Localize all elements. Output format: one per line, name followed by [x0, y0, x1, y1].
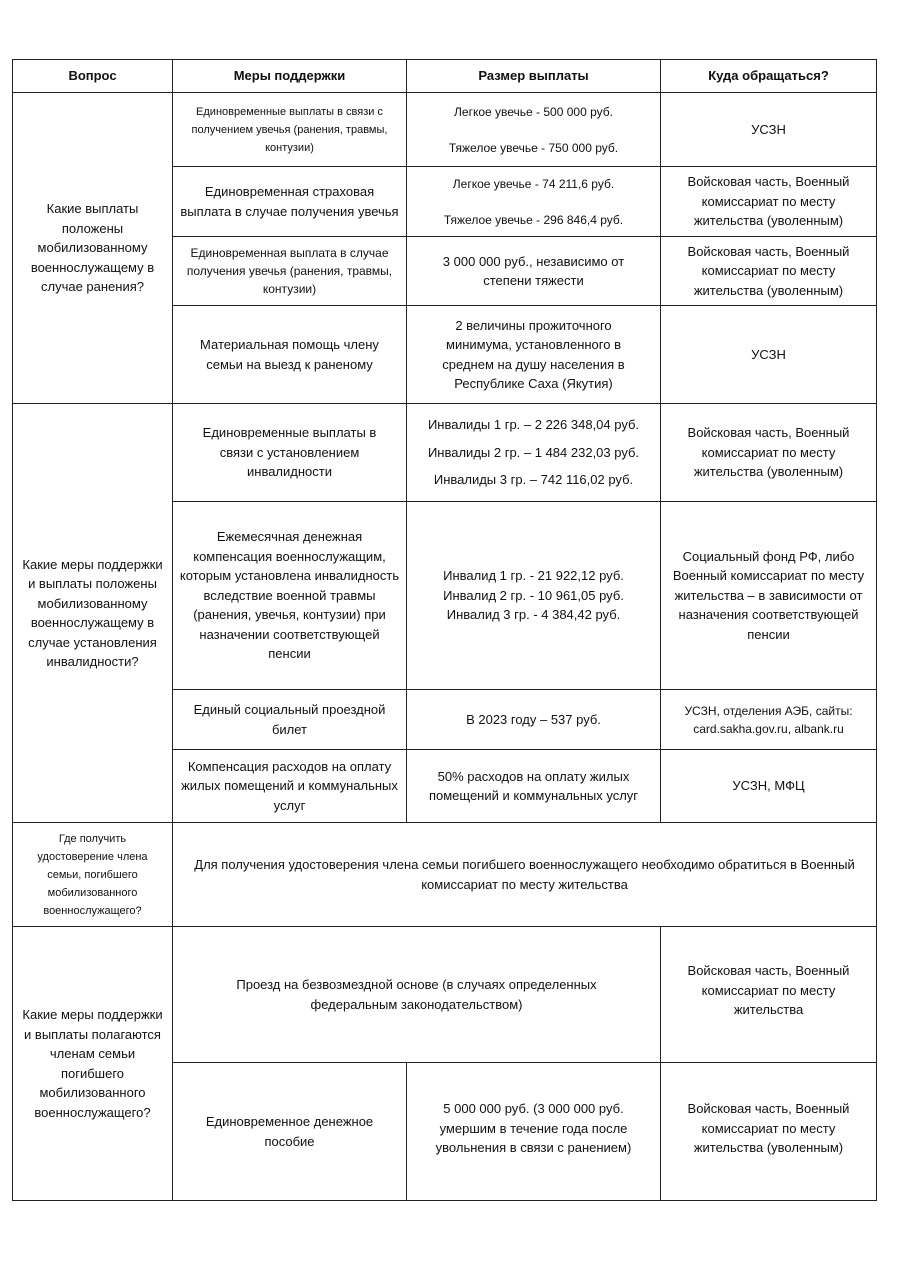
support-measures-table — [12, 59, 877, 1201]
amount-cell: 3 000 000 руб., независимо от степени тяжести — [407, 237, 661, 306]
amount-cell — [407, 502, 661, 690]
table-row — [13, 404, 877, 502]
where-cell: Войсковая часть, Военный комиссариат по месту жительства (уволенным) — [661, 167, 877, 237]
amount-line: Тяжелое увечье - 750 000 руб. — [448, 140, 619, 155]
measure-cell: Проезд на безвозмездной основе (в случаях определенных федеральным законодательством) — [173, 927, 661, 1063]
measure-cell: Единовременное денежное пособие — [173, 1063, 407, 1201]
amount-line: Инвалиды 1 гр. – 2 226 348,04 руб. — [427, 417, 640, 433]
measure-cell: Единовременная выплата в случае получения увечья (ранения, травмы, контузии) — [173, 237, 407, 306]
amount-line: Легкое увечье - 74 211,6 руб. — [452, 176, 615, 191]
measure-cell: Компенсация расходов на оплату жилых помещений и коммунальных услуг — [173, 750, 407, 823]
header-amount: Размер выплаты — [407, 60, 661, 93]
amount-cell: 50% расходов на оплату жилых помещений и коммунальных услуг — [407, 750, 661, 823]
amount-cell: 5 000 000 руб. (3 000 000 руб. умершим в течение года после увольнения в связи с ранением) — [407, 1063, 661, 1201]
header-where: Куда обращаться? — [661, 60, 877, 93]
where-cell: Социальный фонд РФ, либо Военный комиссариат по месту жительства – в зависимости от назначения соответствующей пенсии — [661, 502, 877, 690]
measure-cell: Ежемесячная денежная компенсация военнослужащим, которым установлена инвалидность вследствие военной травмы (ранения, увечья, контузии) при назначении соответствующей пенсии — [173, 502, 407, 690]
measure-cell: Единый социальный проездной билет — [173, 690, 407, 750]
amount-line: Легкое увечье - 500 000 руб. — [454, 104, 613, 119]
amount-cell — [407, 93, 661, 167]
where-cell: Войсковая часть, Военный комиссариат по месту жительства (уволенным) — [661, 1063, 877, 1201]
where-cell: УСЗН — [661, 93, 877, 167]
amount-cell: В 2023 году – 537 руб. — [407, 690, 661, 750]
amount-cell — [407, 404, 661, 502]
amount-line: Инвалид 2 гр. - 10 961,05 руб. — [443, 587, 624, 603]
table-row — [13, 927, 877, 1063]
table-row — [13, 93, 877, 167]
question-cell: Где получить удостоверение члена семьи, погибшего мобилизованного военнослужащего? — [13, 823, 173, 927]
where-cell: Войсковая часть, Военный комиссариат по месту жительства (уволенным) — [661, 404, 877, 502]
where-cell: УСЗН, МФЦ — [661, 750, 877, 823]
amount-cell — [407, 167, 661, 237]
measure-cell: Материальная помощь члену семьи на выезд к раненому — [173, 306, 407, 404]
amount-line: Инвалид 3 гр. - 4 384,42 руб. — [446, 607, 621, 623]
amount-line: Тяжелое увечье - 296 846,4 руб. — [443, 212, 624, 227]
where-cell: Войсковая часть, Военный комиссариат по месту жительства (уволенным) — [661, 237, 877, 306]
measure-cell: Единовременная страховая выплата в случае получения увечья — [173, 167, 407, 237]
header-question: Вопрос — [13, 60, 173, 93]
amount-line: Инвалиды 3 гр. – 742 116,02 руб. — [433, 472, 634, 488]
where-cell: УСЗН — [661, 306, 877, 404]
answer-cell: Для получения удостоверения члена семьи погибшего военнослужащего необходимо обратиться в Военный комиссариат по месту жительства — [173, 823, 877, 927]
measure-cell: Единовременные выплаты в связи с получением увечья (ранения, травмы, контузии) — [173, 93, 407, 167]
where-cell: УСЗН, отделения АЭБ, сайты: card.sakha.gov.ru, albank.ru — [661, 690, 877, 750]
question-cell: Какие выплаты положены мобилизованному военнослужащему в случае ранения? — [13, 93, 173, 404]
table-header-row — [13, 60, 877, 93]
question-cell: Какие меры поддержки и выплаты положены мобилизованному военнослужащему в случае установления инвалидности? — [13, 404, 173, 823]
amount-line: Инвалид 1 гр. - 21 922,12 руб. — [443, 568, 624, 584]
header-measures: Меры поддержки — [173, 60, 407, 93]
measure-cell: Единовременные выплаты в связи с установлением инвалидности — [173, 404, 407, 502]
question-cell: Какие меры поддержки и выплаты полагаются членам семьи погибшего мобилизованного военнослужащего? — [13, 927, 173, 1201]
amount-cell: 2 величины прожиточного минимума, установленного в среднем на душу населения в Республике Саха (Якутия) — [407, 306, 661, 404]
table-row — [13, 823, 877, 927]
where-cell: Войсковая часть, Военный комиссариат по месту жительства — [661, 927, 877, 1063]
amount-line: Инвалиды 2 гр. – 1 484 232,03 руб. — [427, 444, 640, 460]
